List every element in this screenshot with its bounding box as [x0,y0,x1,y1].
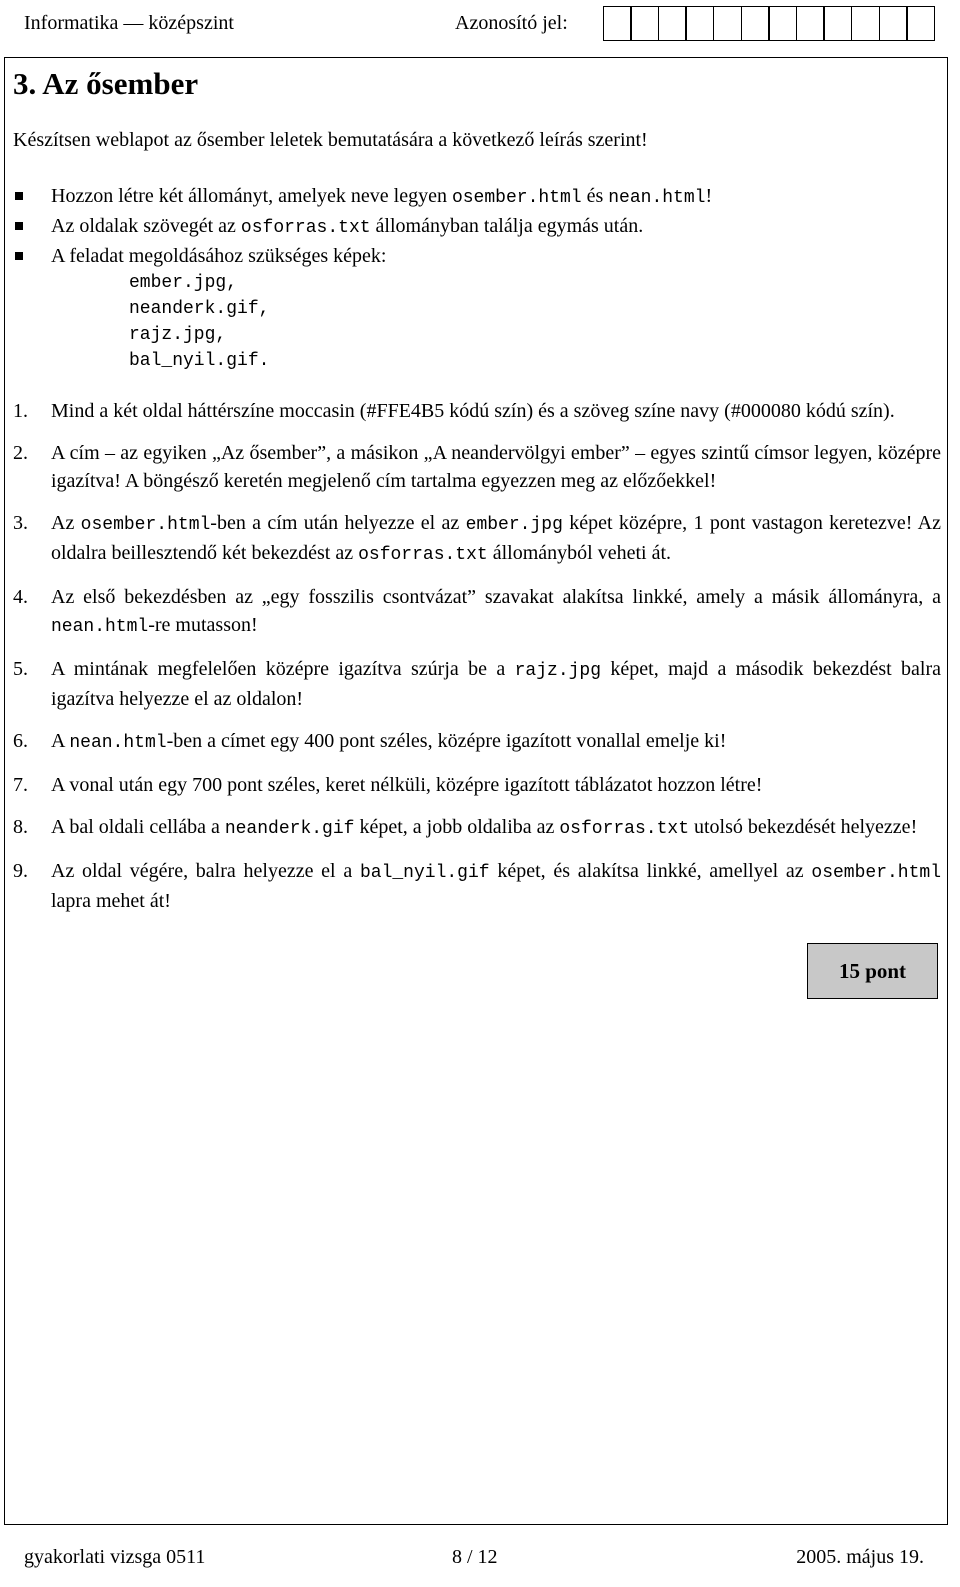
task-text [51,658,941,710]
text-run: képet, a jobb oldaliba az [354,816,560,838]
task-number: 1. [13,400,28,422]
task-item [13,397,941,425]
text-run: -ben a cím után helyezze el az [210,512,466,534]
task-item [13,727,941,757]
filename-text: rajz.jpg [514,661,602,681]
bullet-square-icon [15,252,23,260]
text-run: képet, majd a második bekezdést balra igazítva helyezze el az oldalon! [51,658,941,710]
task-intro: Készítsen weblapot az ősember leletek bemutatására a következő leírás szerint! [13,129,648,151]
filename-text: neanderk.gif [224,819,355,839]
text-run: Az első bekezdésben az „egy fosszilis csontvázat” szavakat alakítsa linkké, amely a másik állományra, a [51,586,941,608]
task-item [13,655,941,713]
filename-text: ember.jpg [465,515,563,535]
task-frame [4,57,948,1525]
task-text [51,730,726,752]
exam-date: 2005. május 19. [796,1546,924,1568]
id-box[interactable] [713,6,742,41]
task-text [51,860,941,912]
filename-text: nean.html [51,617,149,637]
bullet-square-icon [15,222,23,230]
task-text [51,442,941,492]
task-number: 4. [13,586,28,608]
page-header [24,6,946,46]
text-run: Hozzon létre két állományt, amelyek neve legyen [51,185,452,207]
text-run: A feladat megoldásához szükséges képek: [51,245,387,267]
bullet-item [13,212,933,242]
id-box[interactable] [658,6,687,41]
task-item [13,857,941,915]
id-boxes [604,6,935,41]
text-run: A bal oldali cellába a [51,816,225,838]
task-title: 3. Az ősember [13,66,199,101]
bullet-text [51,245,386,267]
bullet-square-icon [15,192,23,200]
text-run: Mind a két oldal háttérszíne moccasin (#FFE4B5 kódú szín) és a szöveg színe navy (#000080 kódú szín). [51,400,895,422]
text-run: állományból veheti át. [487,542,671,564]
task-text [51,816,917,838]
id-box[interactable] [768,6,797,41]
task-number: 7. [13,774,28,796]
task-number: 9. [13,860,28,882]
page-footer [24,1546,946,1576]
id-box[interactable] [630,6,659,41]
text-run: képet középre, 1 pont vastagon keretezve! Az oldalra beillesztendő két bekezdést az [51,512,941,564]
text-run: A mintának megfelelően középre igazítva szúrja be a [51,658,515,680]
task-number: 6. [13,730,28,752]
image-file: ember.jpg, [129,273,238,293]
numbered-task-list [13,397,941,929]
text-run: A [51,730,70,752]
image-file: bal_nyil.gif. [129,351,270,371]
filename-text: osforras.txt [358,545,488,565]
task-item [13,509,941,569]
text-run: utolsó bekezdését helyezze! [689,816,918,838]
subject-label: Informatika — középszint [24,12,234,34]
id-box[interactable] [823,6,852,41]
filename-text: osember.html [80,515,211,535]
filename-text: osforras.txt [240,218,371,238]
task-number: 3. [13,512,28,534]
image-file: neanderk.gif, [129,299,270,319]
task-text [51,400,895,422]
requirements-list [13,182,933,374]
text-run: és [581,185,609,207]
bullet-item [13,182,933,212]
text-run: Az oldalak szövegét az [51,215,241,237]
id-box[interactable] [851,6,880,41]
filename-text: osember.html [811,863,942,883]
text-run: A cím – az egyiken „Az ősember”, a másikon „A neandervölgyi ember” – egyes szintű címsor legyen, középre igazítva! A böngésző keretén megjelenő cím tartalma egyezzen meg az előzőekkel! [51,442,941,492]
id-box[interactable] [879,6,908,41]
task-number: 8. [13,816,28,838]
bullet-item [13,242,933,270]
text-run: lapra mehet át! [51,890,171,912]
id-box[interactable] [741,6,770,41]
filename-text: osforras.txt [559,819,689,839]
id-box[interactable] [603,6,632,41]
text-run: Az [51,512,81,534]
text-run: A vonal után egy 700 pont széles, keret nélküli, középre igazított táblázatot hozzon létre! [51,774,763,796]
task-number: 2. [13,442,28,464]
exam-code: gyakorlati vizsga 0511 [24,1546,206,1568]
id-box[interactable] [685,6,714,41]
task-item [13,439,941,495]
task-text [51,586,941,636]
text-run: ! [705,185,713,207]
bullet-text [51,185,712,207]
filename-text: nean.html [608,188,706,208]
task-item [13,813,941,843]
task-text [51,512,941,564]
task-item [13,771,941,799]
text-run: állományban találja egymás után. [370,215,644,237]
task-number: 5. [13,658,28,680]
text-run: -ben a címet egy 400 pont széles, középre igazított vonallal emelje ki! [166,730,727,752]
filename-text: bal_nyil.gif [359,863,490,883]
bullet-text [51,215,643,237]
image-file-list [13,270,933,374]
text-run: képet, és alakítsa linkké, amellyel az [489,860,812,882]
image-file: rajz.jpg, [129,325,227,345]
page-number: 8 / 12 [452,1546,498,1568]
filename-text: osember.html [451,188,582,208]
points-box: 15 pont [807,943,938,999]
id-box[interactable] [906,6,935,41]
text-run: Az oldal végére, balra helyezze el a [51,860,360,882]
text-run: -re mutasson! [148,614,258,636]
task-text [51,774,762,796]
task-item [13,583,941,641]
filename-text: nean.html [69,733,167,753]
id-box[interactable] [796,6,825,41]
id-label: Azonosító jel: [455,12,568,34]
